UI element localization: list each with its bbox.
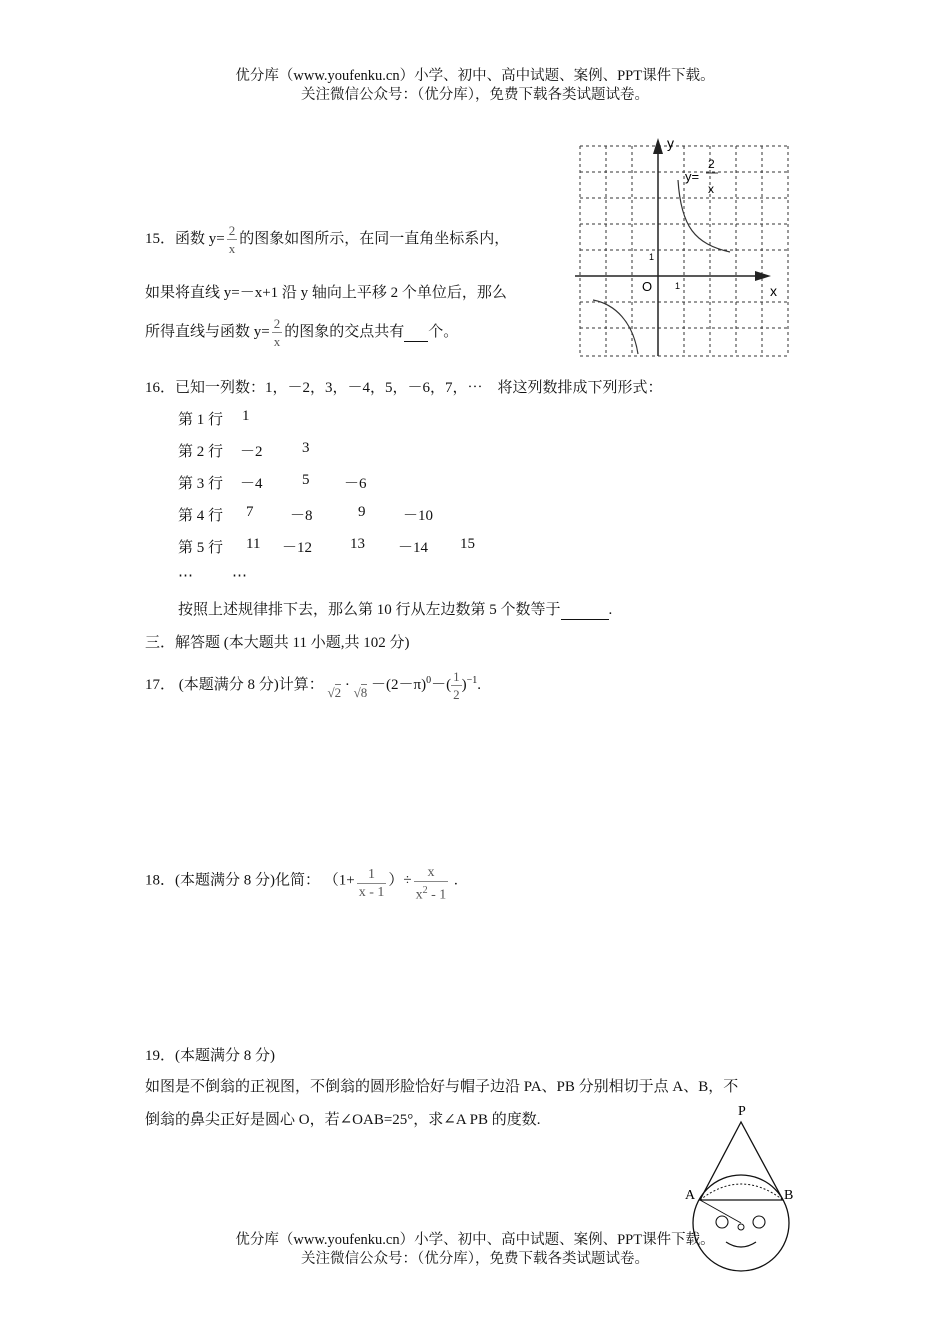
x-tick-label: 1 bbox=[675, 281, 681, 291]
q16-ellipsis: ⋯ bbox=[178, 568, 193, 584]
q19-line2: 倒翁的鼻尖正好是圆心 O，若∠OAB=25°，求∠A PB 的度数. bbox=[145, 1112, 541, 1128]
right-eye bbox=[753, 1216, 765, 1228]
q16-row-label: 第 3 行 bbox=[178, 476, 224, 492]
q16-value: 11 bbox=[246, 536, 261, 552]
q16-value: －10 bbox=[403, 508, 434, 524]
q19-label: 19．(本题满分 8 分) bbox=[145, 1048, 275, 1064]
page-footer-line2: 关注微信公众号：（优分库），免费下载各类试题试卷。 bbox=[301, 1251, 649, 1267]
hat-brim-arc bbox=[700, 1184, 783, 1200]
q16-value: －14 bbox=[398, 540, 429, 556]
function-label: y= bbox=[685, 169, 700, 184]
left-eye bbox=[716, 1216, 728, 1228]
q16-value: 5 bbox=[302, 472, 310, 488]
q17-line: 17． (本题满分 8 分)计算： $√2 \cdot √8 -(2-\pi)^0-$( $\frac{1}{2}$ )$^{-1}$. bbox=[145, 669, 481, 702]
nose-center-O bbox=[738, 1224, 744, 1230]
q16-intro: 16．已知一列数：1，－2，3，－4，5，－6，7，⋯ 将这列数排成下列形式： bbox=[145, 380, 663, 396]
q16-value: 1 bbox=[242, 408, 250, 424]
q16-value: －6 bbox=[344, 476, 367, 492]
q15-line2: 如果将直线 y=－x+1 沿 y 轴向上平移 2 个单位后，那么 bbox=[145, 285, 507, 301]
hat-triangle bbox=[700, 1122, 783, 1200]
point-A-label: A bbox=[685, 1188, 696, 1203]
radius-OA bbox=[700, 1200, 741, 1223]
function-label-den: x bbox=[708, 182, 714, 196]
q16-ellipsis: ⋯ bbox=[232, 568, 247, 584]
q18-line: 18．(本题满分 8 分)化简： （1+ $\frac{1}{x - 1}$ ）÷ $\frac{x}{x^2 - 1}$ . bbox=[145, 865, 458, 903]
point-B-label: B bbox=[784, 1188, 794, 1203]
sqrt2-expression: √2 bbox=[327, 684, 342, 700]
q16-value: 3 bbox=[302, 440, 310, 456]
q16-question: 按照上述规律排下去，那么第 10 行从左边数第 5 个数等于 . bbox=[178, 602, 613, 618]
q15-function-graph bbox=[575, 132, 790, 362]
q16-value: －12 bbox=[282, 540, 313, 556]
q16-value: 9 bbox=[358, 504, 366, 520]
y-axis-label: y bbox=[667, 135, 674, 151]
y-tick-label: 1 bbox=[649, 252, 655, 262]
x-axis-label: x bbox=[770, 283, 777, 299]
q15-line3: 所得直线与函数 y= $\frac{2}{x}$ 的图象的交点共有 个。 bbox=[145, 316, 459, 349]
q16-value: －4 bbox=[240, 476, 263, 492]
q15-fraction: $\frac{2}{x}$ bbox=[228, 223, 236, 256]
q16-row-label: 第 1 行 bbox=[178, 412, 224, 428]
hyperbola-branch-right bbox=[678, 180, 730, 252]
q17-half-fraction: $\frac{1}{2}$ bbox=[453, 669, 460, 702]
answer-blank bbox=[404, 324, 428, 342]
origin-label: O bbox=[642, 279, 653, 294]
hyperbola-branch-left bbox=[593, 300, 638, 354]
q19-line1: 如图是不倒翁的正视图，不倒翁的圆形脸恰好与帽子边沿 PA、PB 分别相切于点 A、B，不 bbox=[145, 1079, 739, 1095]
page-header-line2: 关注微信公众号：（优分库），免费下载各类试题试卷。 bbox=[301, 87, 649, 103]
q16-value: 13 bbox=[350, 536, 365, 552]
function-label-num: 2 bbox=[708, 157, 715, 171]
q16-value: 15 bbox=[460, 536, 475, 552]
page-header-line1: 优分库（www.youfenku.cn）小学、初中、高中试题、案例、PPT课件下载。 bbox=[235, 68, 715, 84]
q16-row-label: 第 2 行 bbox=[178, 444, 224, 460]
sqrt8-expression: √8 bbox=[353, 684, 368, 700]
q16-value: －2 bbox=[240, 444, 263, 460]
q15-fraction-2: $\frac{2}{x}$ bbox=[273, 316, 281, 349]
answer-blank bbox=[561, 602, 609, 620]
q16-value: －8 bbox=[290, 508, 313, 524]
q16-value: 7 bbox=[246, 504, 254, 520]
q16-row-label: 第 4 行 bbox=[178, 508, 224, 524]
q15-line1: 15．函数 y= $\frac{2}{x}$ 的图象如图所示，在同一直角坐标系内， bbox=[145, 223, 510, 256]
q18-fraction-2: $\frac{x}{x^2 - 1}$ bbox=[415, 865, 447, 903]
q18-fraction-1: $\frac{1}{x - 1}$ bbox=[358, 867, 385, 901]
section-title: 三．解答题 (本大题共 11 小题,共 102 分) bbox=[145, 635, 410, 651]
page-footer-line1: 优分库（www.youfenku.cn）小学、初中、高中试题、案例、PPT课件下载。 bbox=[235, 1232, 715, 1248]
x-axis-arrow-icon bbox=[755, 271, 771, 281]
q16-row-label: 第 5 行 bbox=[178, 540, 224, 556]
point-P-label: P bbox=[738, 1104, 746, 1119]
